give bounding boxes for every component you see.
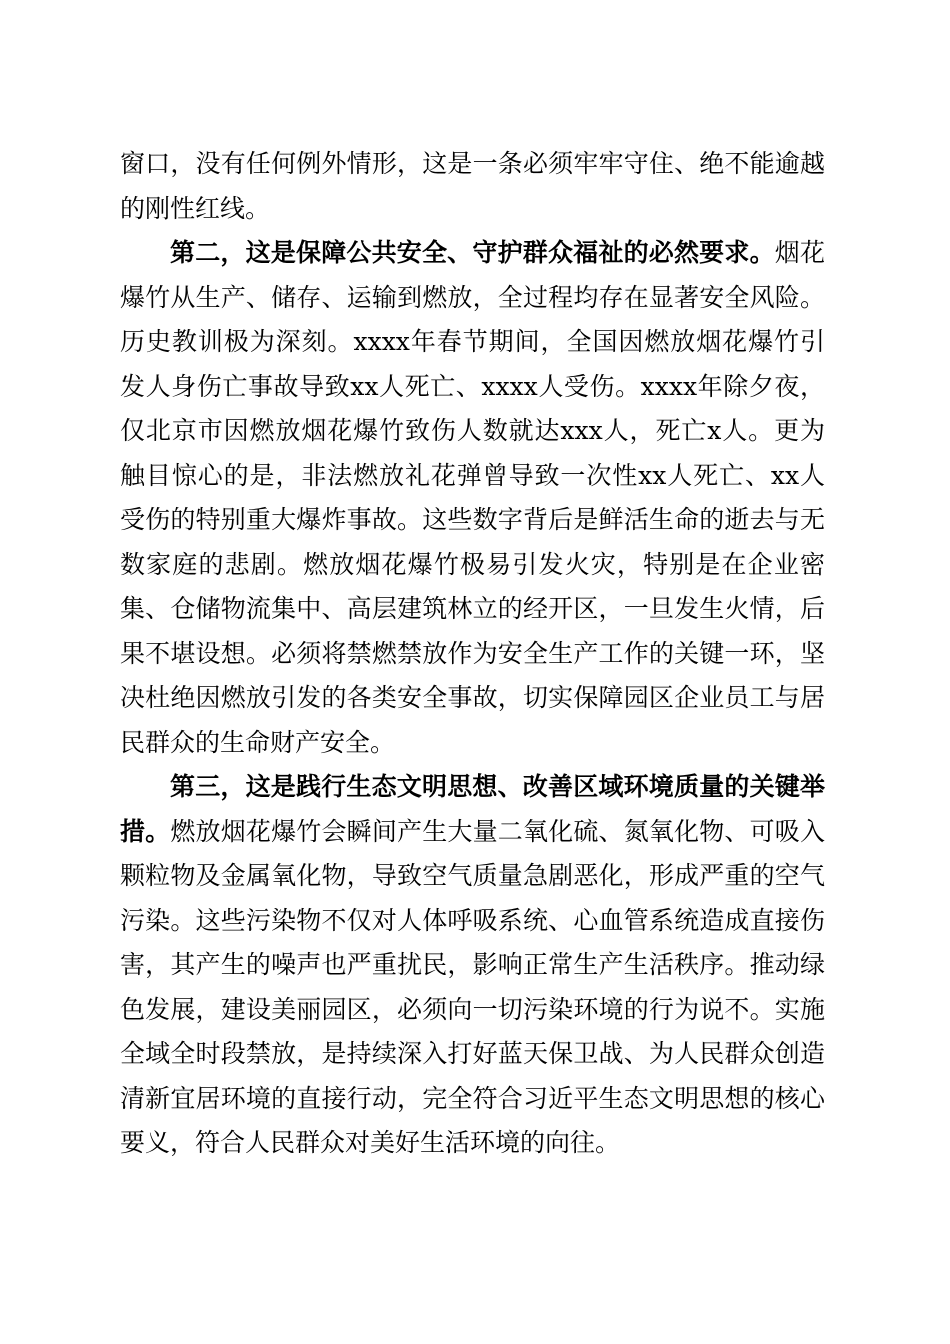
paragraph-lead-sentence: 第三，这是践行生态文明思想、改善区域环境质量的关键举措。	[120, 772, 825, 846]
paragraph-text: 窗口，没有任何例外情形，这是一条必须牢牢守住、绝不能逾越的刚性红线。	[120, 149, 825, 223]
paragraph-text: 烟花爆竹从生产、储存、运输到燃放，全过程均存在显著安全风险。历史教训极为深刻。xxxx年春节期间，全国因燃放烟花爆竹引发人身伤亡事故导致xx人死亡、xxxx人受伤。xxxx年除夕夜，仅北京市因燃放烟花爆竹致伤人数就达xxx人，死亡x人。更为触目惊心的是，非法燃放礼花弹曾导致一次性xx人死亡、xx人受伤的特别重大爆炸事故。这些数字背后是鲜活生命的逝去与无数家庭的悲剧。燃放烟花爆竹极易引发火灾，特别是在企业密集、仓储物流集中、高层建筑林立的经开区，一旦发生火情，后果不堪设想。必须将禁燃禁放作为安全生产工作的关键一环，坚决杜绝因燃放引发的各类安全事故，切实保障园区企业员工与居民群众的生命财产安全。	[120, 238, 825, 757]
paragraph-continuation	[120, 142, 825, 231]
document-body	[120, 142, 825, 1166]
paragraph-second-point	[120, 231, 825, 765]
paragraph-third-point	[120, 765, 825, 1166]
paragraph-text: 燃放烟花爆竹会瞬间产生大量二氧化硫、氮氧化物、可吸入颗粒物及金属氧化物，导致空气质量急剧恶化，形成严重的空气污染。这些污染物不仅对人体呼吸系统、心血管系统造成直接伤害，其产生的噪声也严重扰民，影响正常生产生活秩序。推动绿色发展，建设美丽园区，必须向一切污染环境的行为说不。实施全域全时段禁放，是持续深入打好蓝天保卫战、为人民群众创造清新宜居环境的直接行动，完全符合习近平生态文明思想的核心要义，符合人民群众对美好生活环境的向往。	[120, 816, 825, 1157]
paragraph-lead-sentence: 第二，这是保障公共安全、守护群众福祉的必然要求。	[170, 238, 775, 267]
